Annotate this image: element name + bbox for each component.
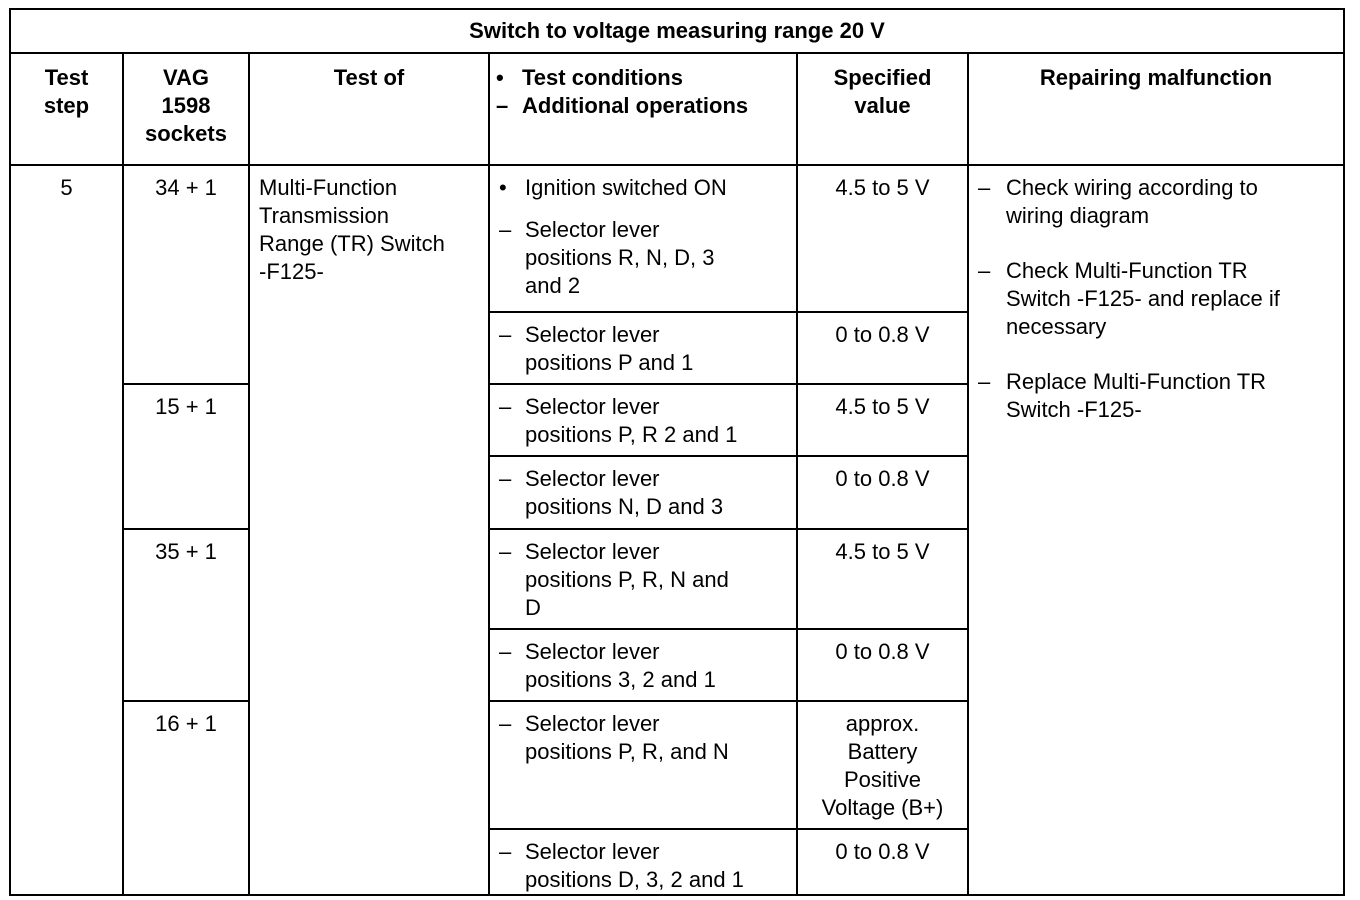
value-cell: 0 to 0.8 V: [797, 629, 968, 701]
header-sockets: VAG 1598 sockets: [123, 53, 249, 165]
socket-cell: 16 + 1: [123, 701, 249, 895]
value-cell: 4.5 to 5 V: [797, 384, 968, 456]
socket-cell: 34 + 1: [123, 165, 249, 384]
condition-cell: – Selector lever positions P and 1: [489, 312, 797, 384]
condition-cell: – Selector lever positions P, R, and N: [489, 701, 797, 829]
value-cell: 4.5 to 5 V: [797, 165, 968, 312]
test-step-cell: 5: [10, 165, 123, 895]
condition-cell: – Selector lever positions 3, 2 and 1: [489, 629, 797, 701]
value-cell: approx. Battery Positive Voltage (B+): [797, 701, 968, 829]
value-cell: 0 to 0.8 V: [797, 829, 968, 895]
value-cell: 0 to 0.8 V: [797, 456, 968, 529]
condition-cell: – Selector lever positions P, R, N and D: [489, 529, 797, 629]
value-cell: 4.5 to 5 V: [797, 529, 968, 629]
test-of-cell: Multi-Function Transmission Range (TR) Switch -F125-: [249, 165, 489, 895]
header-specified: Specified value: [797, 53, 968, 165]
condition-cell: – Selector lever positions N, D and 3: [489, 456, 797, 529]
header-repair: Repairing malfunction: [968, 53, 1344, 165]
socket-cell: 15 + 1: [123, 384, 249, 529]
table-title: Switch to voltage measuring range 20 V: [10, 9, 1344, 53]
condition-cell: – Selector lever positions P, R 2 and 1: [489, 384, 797, 456]
repair-cell: – Check wiring according to wiring diagram – Check Multi-Function TR Switch -F125- and replace if necessary – Replace Multi-Function TR Switch -F125-: [968, 165, 1344, 895]
header-test-of: Test of: [249, 53, 489, 165]
condition-cell: – Selector lever positions D, 3, 2 and 1: [489, 829, 797, 895]
condition-cell: • Ignition switched ON – Selector lever positions R, N, D, 3 and 2: [489, 165, 797, 312]
socket-cell: 35 + 1: [123, 529, 249, 701]
test-table: [9, 8, 1345, 896]
header-conditions: • Test conditions – Additional operations: [489, 53, 797, 165]
value-cell: 0 to 0.8 V: [797, 312, 968, 384]
header-test-step: Test step: [10, 53, 123, 165]
